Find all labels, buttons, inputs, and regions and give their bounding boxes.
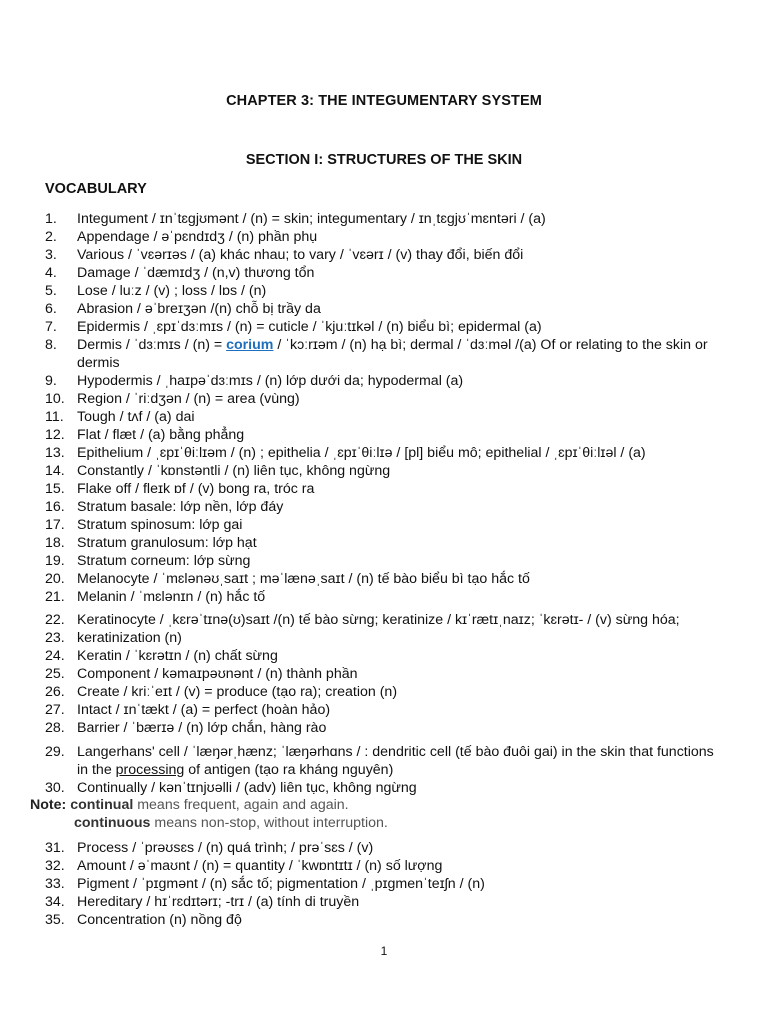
item-number: 5.: [45, 283, 57, 299]
item-text: Stratum corneum: lớp sừng: [77, 553, 251, 569]
item-number: 4.: [45, 265, 57, 281]
item-text: Stratum granulosum: lớp hạt: [77, 535, 257, 551]
item-number: 11.: [45, 409, 64, 425]
vocabulary-item: [0, 300, 717, 318]
vocabulary-item: [0, 839, 717, 857]
item-text: Intact / ɪnˈtækt / (a) = perfect (hoàn hảo): [77, 702, 331, 718]
item-text: Flat / flæt / (a) bằng phẳng: [77, 427, 245, 443]
vocabulary-item: [0, 875, 717, 893]
item-text: Dermis / ˈdɜːmɪs / (n) =: [77, 337, 227, 353]
chapter-title: CHAPTER 3: THE INTEGUMENTARY SYSTEM: [226, 93, 542, 109]
vocabulary-item: [0, 246, 717, 264]
item-number: 6.: [45, 301, 57, 317]
item-number: 16.: [45, 499, 65, 515]
note-line-1: [30, 796, 388, 814]
vocabulary-item: [0, 228, 717, 246]
item-number: 1.: [45, 211, 57, 227]
vocabulary-list-part1: [0, 210, 717, 797]
item-text: Component / kəmaɪpəʊnənt / (n) thành phần: [77, 666, 358, 682]
note-term-continual: continual: [70, 797, 134, 813]
vocabulary-item: [0, 629, 717, 647]
item-text: Epidermis / ˌɛpɪˈdɜːmɪs / (n) = cuticle / ˈkjuːtɪkəl / (n) biểu bì; epidermal (a): [77, 319, 542, 335]
vocabulary-item: [0, 210, 717, 228]
note-text-1: means frequent, again and again.: [133, 797, 349, 813]
section-title: SECTION I: STRUCTURES OF THE SKIN: [245, 152, 523, 168]
vocabulary-item: [0, 683, 717, 701]
item-number: 15.: [45, 481, 65, 497]
item-text: Constantly / ˈkɒnstəntli / (n) liên tục, không ngừng: [77, 463, 391, 479]
item-text: keratinization (n): [77, 630, 182, 646]
item-number: 3.: [45, 247, 57, 263]
item-text: Region / ˈriːdʒən / (n) = area (vùng): [77, 391, 300, 407]
item-text: Langerhans' cell / ˈlæŋərˌhænz; ˈlæŋərhɑns / : dendritic cell (tế bào đuôi gai) in the skin that functions in the: [77, 744, 714, 778]
item-number: 12.: [45, 427, 65, 443]
item-text: Concentration (n) nồng độ: [77, 912, 242, 928]
note-term-continuous: continuous: [74, 815, 151, 831]
item-number: 34.: [45, 894, 65, 910]
vocabulary-list-part2: [0, 839, 717, 929]
vocabulary-item: [0, 336, 717, 372]
item-text: Epithelium / ˌɛpɪˈθiːlɪəm / (n) ; epithelia / ˌɛpɪˈθiːlɪə / [pl] biểu mô; epithelial / ˌɛpɪˈθiːlɪəl / (a): [77, 445, 646, 461]
vocabulary-item: [0, 498, 717, 516]
item-text: Keratinocyte / ˌkɛrəˈtɪnə(ʊ)saɪt /(n) tế bào sừng; keratinize / kɪˈrætɪˌnaɪz; ˈkɛrətɪ- / (v) sừng hóa;: [77, 612, 680, 628]
item-number: 18.: [45, 535, 65, 551]
item-number: 30.: [45, 780, 65, 796]
item-number: 32.: [45, 858, 65, 874]
vocabulary-item: [0, 647, 717, 665]
item-text-continued: / ˈkɔːrɪəm / (n) hạ bì; dermal / ˈdɜːməl /(a) Of or relating to the skin or dermis: [77, 337, 708, 371]
vocabulary-item: [0, 408, 717, 426]
item-number: 26.: [45, 684, 65, 700]
vocabulary-item: [0, 857, 717, 875]
item-text: Damage / ˈdæmɪdʒ / (n,v) thương tổn: [77, 265, 315, 281]
item-text: Various / ˈvɛərɪəs / (a) khác nhau; to vary / ˈvɛərɪ / (v) thay đổi, biến đổi: [77, 247, 524, 263]
item-number: 7.: [45, 319, 57, 335]
item-text: Tough / tʌf / (a) dai: [77, 409, 195, 425]
vocabulary-item: [0, 462, 717, 480]
item-number: 2.: [45, 229, 57, 245]
vocabulary-item: [0, 516, 717, 534]
page-number: 1: [380, 944, 388, 958]
item-number: 20.: [45, 571, 65, 587]
item-number: 13.: [45, 445, 65, 461]
item-text: Keratin / ˈkɛrətɪn / (n) chất sừng: [77, 648, 278, 664]
item-number: 23.: [45, 630, 65, 646]
item-text: Integument / ɪnˈtɛgjʊmənt / (n) = skin; integumentary / ɪnˌtɛgjʊˈmɛntəri / (a): [77, 211, 546, 227]
item-number: 28.: [45, 720, 65, 736]
item-text: Pigment / ˈpɪgmənt / (n) sắc tố; pigmentation / ˌpɪgmenˈteɪʃn / (n): [77, 876, 485, 892]
item-text: Barrier / ˈbærɪə / (n) lớp chắn, hàng rào: [77, 720, 327, 736]
item-number: 24.: [45, 648, 65, 664]
item-text: Flake off / fleɪk ɒf / (v) bong ra, tróc ra: [77, 481, 315, 497]
item-number: 27.: [45, 702, 65, 718]
item-text: Melanin / ˈmɛlənɪn / (n) hắc tố: [77, 589, 266, 605]
vocabulary-item: [0, 570, 717, 588]
vocabulary-item: [0, 552, 717, 570]
vocabulary-item: [0, 893, 717, 911]
item-number: 10.: [45, 391, 65, 407]
vocabulary-item: [0, 911, 717, 929]
item-number: 9.: [45, 373, 57, 389]
usage-note: [30, 796, 388, 832]
vocabulary-item: [0, 701, 717, 719]
item-number: 22.: [45, 612, 65, 628]
item-text: Appendage / əˈpɛndɪdʒ / (n) phần phụ: [77, 229, 318, 245]
item-text: Process / ˈprəʊsɛs / (n) quá trình; / prəˈsɛs / (v): [77, 840, 374, 856]
note-label: Note:: [30, 797, 67, 813]
vocabulary-item: [0, 390, 717, 408]
item-text: Hereditary / hɪˈrɛdɪtərɪ; -trɪ / (a) tính di truyền: [77, 894, 360, 910]
vocabulary-item: [0, 318, 717, 336]
vocabulary-item: [0, 372, 717, 390]
underlined-term: processing: [115, 762, 185, 778]
vocabulary-item: [0, 264, 717, 282]
term-link[interactable]: corium: [226, 337, 274, 353]
item-number: 19.: [45, 553, 65, 569]
item-text: Continually / kənˈtɪnjʊəlli / (adv) liên tục, không ngừng: [77, 780, 417, 796]
item-number: 8.: [45, 337, 57, 353]
item-number: 31.: [45, 840, 65, 856]
item-text: Stratum spinosum: lớp gai: [77, 517, 243, 533]
item-number: 14.: [45, 463, 65, 479]
note-line-2: [30, 814, 388, 832]
item-text: Hypodermis / ˌhaɪpəˈdɜːmɪs / (n) lớp dưới da; hypodermal (a): [77, 373, 464, 389]
vocabulary-item: [0, 665, 717, 683]
item-text-continued: of antigen (tạo ra kháng nguyên): [184, 762, 394, 778]
vocabulary-item: [0, 282, 717, 300]
note-text-2: means non-stop, without interruption.: [150, 815, 388, 831]
vocabulary-item: [0, 444, 717, 462]
item-number: 25.: [45, 666, 65, 682]
item-text: Create / kriːˈeɪt / (v) = produce (tạo ra); creation (n): [77, 684, 398, 700]
item-number: 33.: [45, 876, 65, 892]
vocabulary-item: [0, 588, 717, 606]
vocabulary-item: [0, 719, 717, 737]
item-text: Abrasion / əˈbreɪʒən /(n) chỗ bị trầy da: [77, 301, 321, 317]
item-number: 17.: [45, 517, 65, 533]
item-number: 29.: [45, 744, 65, 760]
vocabulary-item: [0, 611, 717, 629]
vocabulary-item: [0, 743, 717, 779]
item-number: 35.: [45, 912, 65, 928]
item-text: Stratum basale: lớp nền, lớp đáy: [77, 499, 284, 515]
item-text: Amount / əˈmaʊnt / (n) = quantity / ˈkwɒntɪtɪ / (n) số lượng: [77, 858, 443, 874]
vocabulary-item: [0, 534, 717, 552]
item-number: 21.: [45, 589, 65, 605]
vocabulary-item: [0, 426, 717, 444]
vocabulary-item: [0, 480, 717, 498]
vocabulary-heading: VOCABULARY: [45, 181, 147, 197]
vocabulary-item: [0, 779, 717, 797]
item-text: Melanocyte / ˈmɛlənəʊˌsaɪt ; məˈlænəˌsaɪt / (n) tế bào biểu bì tạo hắc tố: [77, 571, 530, 587]
item-text: Lose / luːz / (v) ; loss / lɒs / (n): [77, 283, 267, 299]
